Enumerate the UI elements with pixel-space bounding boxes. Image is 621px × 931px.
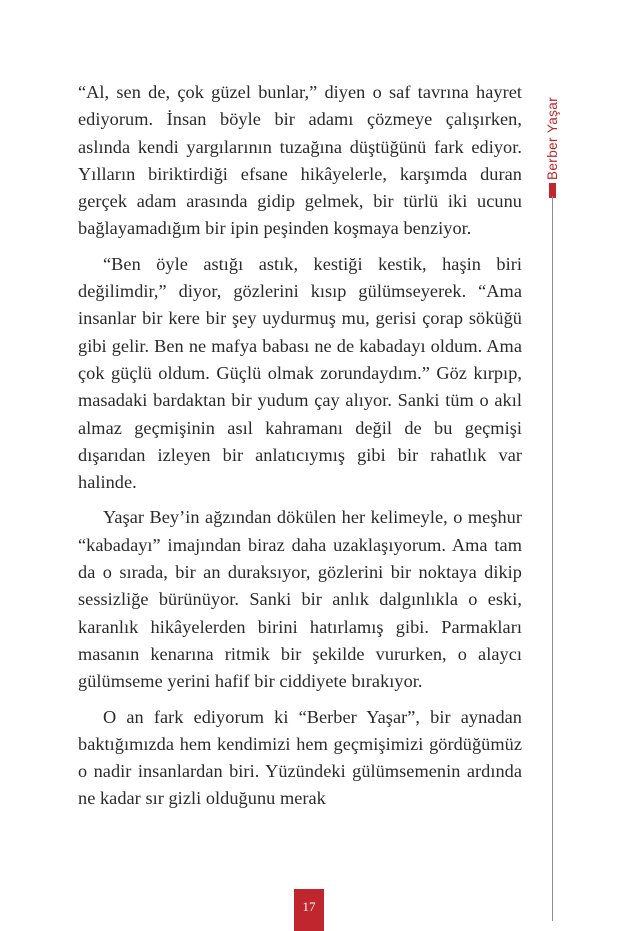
paragraph-4: O an fark ediyorum ki “Berber Yaşar”, bir aynadan baktığımızda hem kendimizi hem geçmişimizi gördüğümüz o nadir insanlardan biri. Yüzündeki gülümsemenin ardında ne kadar sır gizli olduğunu merak	[78, 706, 522, 809]
paragraph-2: “Ben öyle astığı astık, kestiği kestik, haşin biri değilimdir,” diyor, gözlerini kısıp gülümseyerek. “Ama insanlar bir kere bir şey uydurmuş mu, gerisi çorap söküğü gibi gelir. Ben ne mafya babası ne de kabadayı oldum. Ama çok güçlü oldum. Güçlü olmak zorundaydım.” Göz kırpıp, masadaki bardaktan bir yudum çay alıyor. Sanki tüm o akıl almaz geçmişinin asıl kahramanı değil de bu geçmişi dışarıdan izleyen bir anlatıcıymış gibi bir rahatlık var halinde.	[78, 253, 522, 493]
body-text	[78, 79, 522, 821]
paragraph-1: “Al, sen de, çok güzel bunlar,” diyen o saf tavrına hayret ediyorum. İnsan böyle bir adamı çözmeye çalışırken, aslında kendi yargılarının tuzağına düştüğünü fark ediyor. Yılların biriktirdiği efsane hikâyelerle, karşımda duran gerçek adam arasında gidip gelmek, bir türlü iki ucunu bağlayamadığım bir ipin peşinden koşmaya benziyor.	[78, 82, 522, 239]
running-head	[543, 82, 565, 202]
margin-rule	[552, 196, 553, 921]
page-number: 17	[302, 899, 316, 914]
page-number-tab	[294, 889, 324, 931]
running-head-title: Berber Yaşar	[545, 96, 560, 180]
paragraph-3: Yaşar Bey’in ağzından dökülen her kelimeyle, o meşhur “kabadayı” imajından biraz daha uzaklaşıyorum. Ama tam da o sırada, bir an duraksıyor, gözlerini bir noktaya dikip sessizliğe bürünüyor. Sanki bir anlık dalgınlıkla o eski, karanlık hikâyelerden birini hatırlamış gibi. Parmakları masanın kenarına ritmik bir şekilde vururken, o alaycı gülümseme yerini hafif bir ciddiyete bırakıyor.	[78, 507, 522, 692]
